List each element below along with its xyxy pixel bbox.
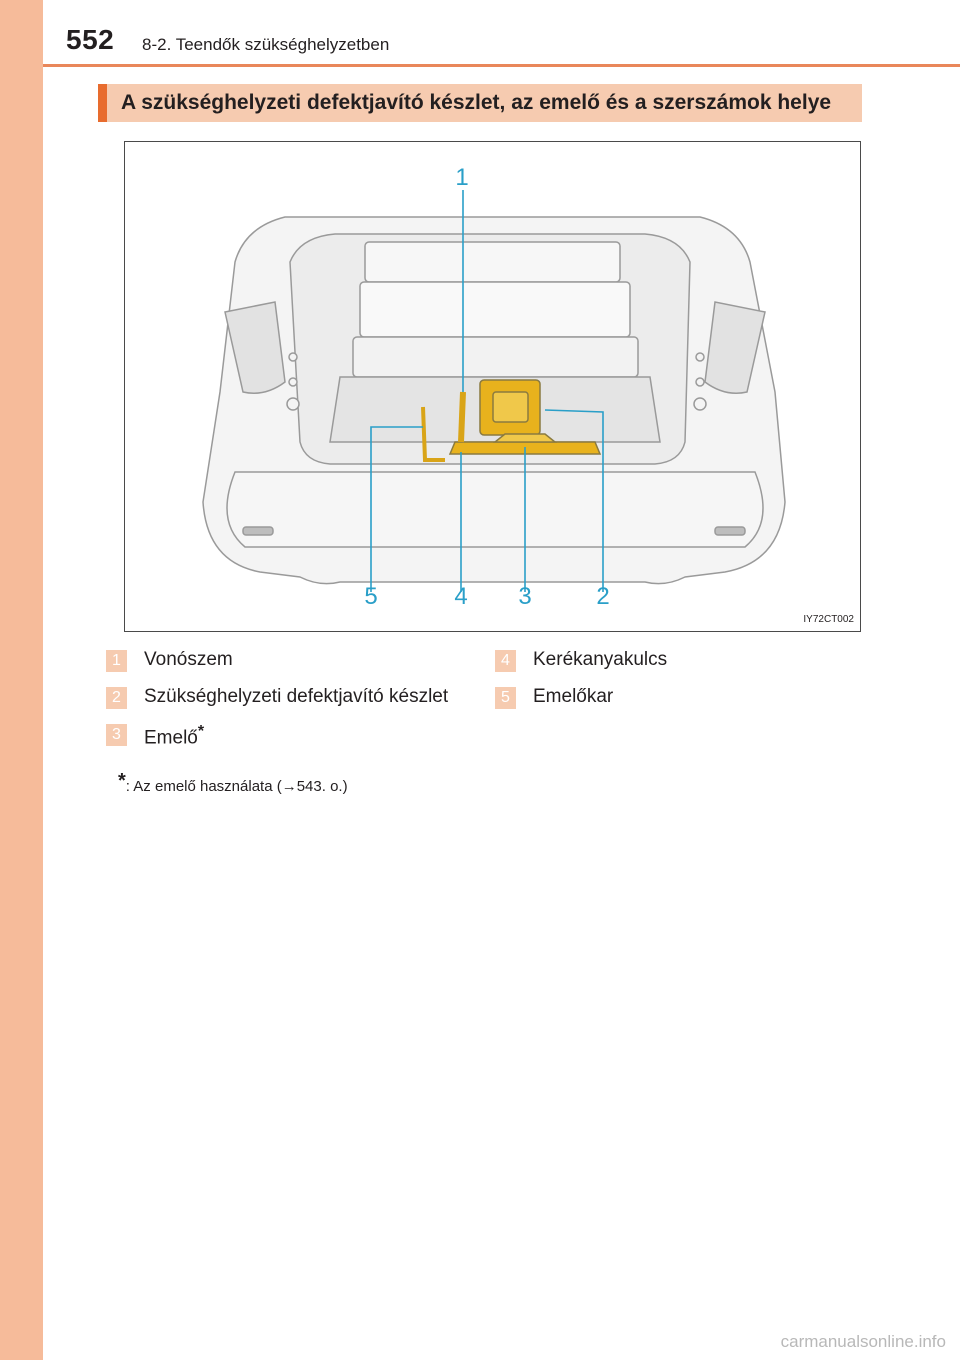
car-rear-drawing [125, 142, 861, 632]
section-heading-bar [98, 84, 862, 122]
legend-label: Vonószem [144, 649, 233, 670]
legend-label: Kerékanyakulcs [533, 649, 668, 670]
legend-label [144, 723, 204, 749]
side-tab-strip [0, 0, 43, 1360]
legend-label-text: Emelő [144, 727, 198, 749]
running-head: 8-2. Teendők szükséghelyzetben [142, 35, 390, 54]
callout-1: 1 [455, 164, 469, 191]
callout-2: 2 [596, 583, 610, 610]
figure-code: IY72CT002 [803, 614, 854, 625]
footnote-text: : Az emelő használata (→543. o.) [125, 778, 348, 795]
header-rule [43, 64, 960, 67]
legend-number: 3 [106, 724, 127, 746]
callout-3: 3 [518, 583, 532, 610]
callout-5: 5 [364, 583, 378, 610]
footnote-mark: * [197, 723, 205, 740]
section-title: A szükséghelyzeti defektjavító készlet, az emelő és a szerszámok helye [121, 91, 832, 114]
legend-number: 4 [495, 650, 516, 672]
legend-label: Emelőkar [533, 686, 614, 707]
legend-label: Szükséghelyzeti defektjavító készlet [144, 686, 449, 707]
callout-4: 4 [454, 583, 468, 610]
legend-number: 1 [106, 650, 127, 672]
footnote-star: * [118, 770, 126, 792]
footnote [118, 770, 348, 795]
trunk-illustration [124, 141, 861, 632]
legend-number: 2 [106, 687, 127, 709]
legend-number: 5 [495, 687, 516, 709]
page-number: 552 [66, 24, 115, 55]
watermark: carmanualsonline.info [780, 1332, 946, 1351]
